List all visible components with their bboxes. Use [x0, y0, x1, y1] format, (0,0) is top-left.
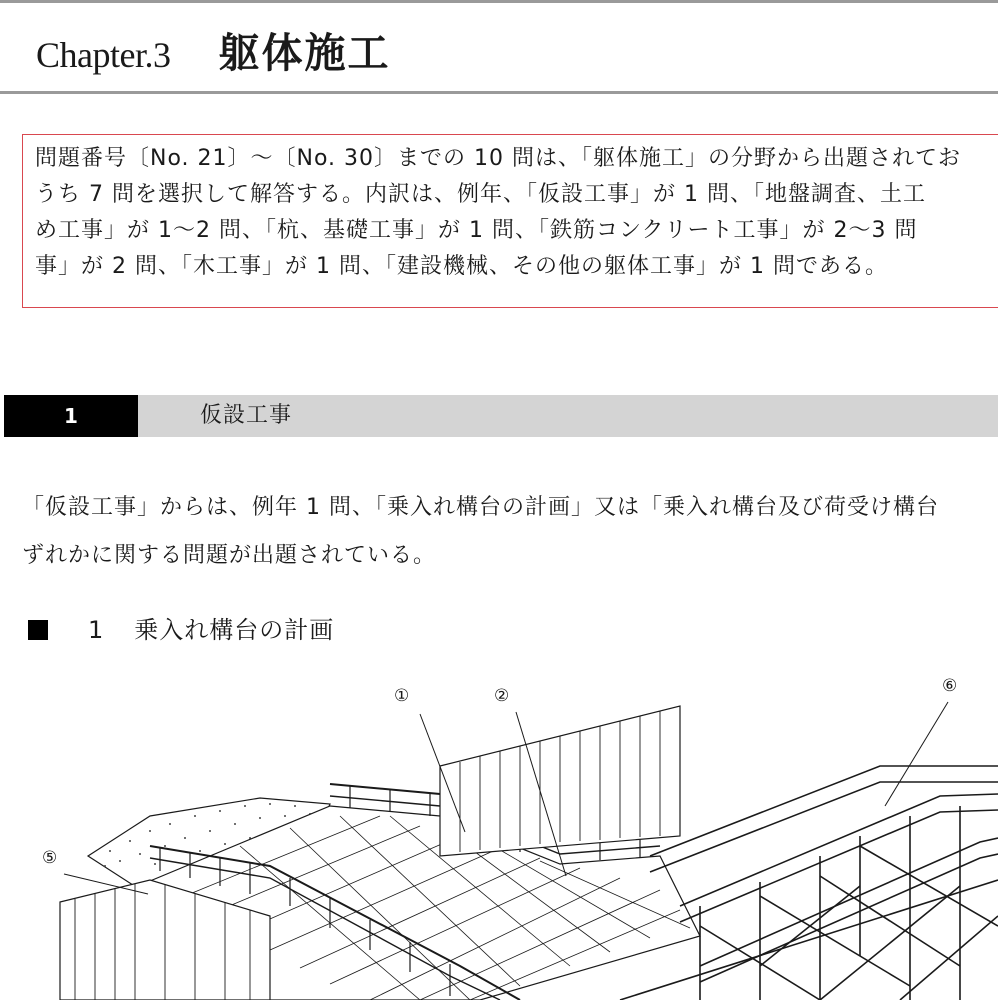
callout-5: ⑤ — [42, 848, 58, 868]
stage-structure-figure — [0, 666, 998, 1000]
subsection-heading — [28, 610, 334, 650]
intro-line: め工事」が 1～2 問、「杭、基礎工事」が 1 問、「鉄筋コンクリート工事」が 2～3 問 — [35, 218, 918, 243]
square-bullet-icon — [28, 620, 48, 640]
callout-1: ① — [394, 686, 410, 706]
leader-line-6 — [885, 702, 948, 806]
intro-line: うち 7 問を選択して解答する。内訳は、例年、「仮設工事」が 1 問、「地盤調査、土工 — [35, 182, 926, 207]
intro-line: 問題番号〔No. 21〕～〔No. 30〕までの 10 問は、「躯体施工」の分野から出題されてお — [35, 146, 962, 171]
subsection-title: 乗入れ構台の計画 — [134, 616, 335, 644]
callout-2: ② — [494, 686, 510, 706]
body-line: ずれかに関する問題が出題されている。 — [22, 543, 437, 568]
intro-box — [22, 134, 998, 308]
chapter-title: 躯体施工 — [218, 29, 391, 77]
chapter-header — [36, 20, 390, 80]
body-line: 「仮設工事」からは、例年 1 問、「乗入れ構台の計画」又は「乗入れ構台及び荷受け構台 — [22, 495, 939, 520]
top-rule — [0, 0, 998, 3]
stage-structure-drawing — [0, 666, 998, 1000]
chapter-label: Chapter.3 — [36, 35, 171, 75]
intro-line: 事」が 2 問、「木工事」が 1 問、「建設機械、その他の躯体工事」が 1 問である。 — [35, 254, 888, 279]
section-number: 1 — [4, 395, 138, 437]
section-title: 仮設工事 — [200, 403, 293, 428]
body-text — [22, 484, 998, 580]
subsection-number: 1 — [88, 616, 105, 644]
header-rule — [0, 91, 998, 94]
section-bar — [4, 395, 998, 437]
callout-6: ⑥ — [942, 676, 958, 696]
